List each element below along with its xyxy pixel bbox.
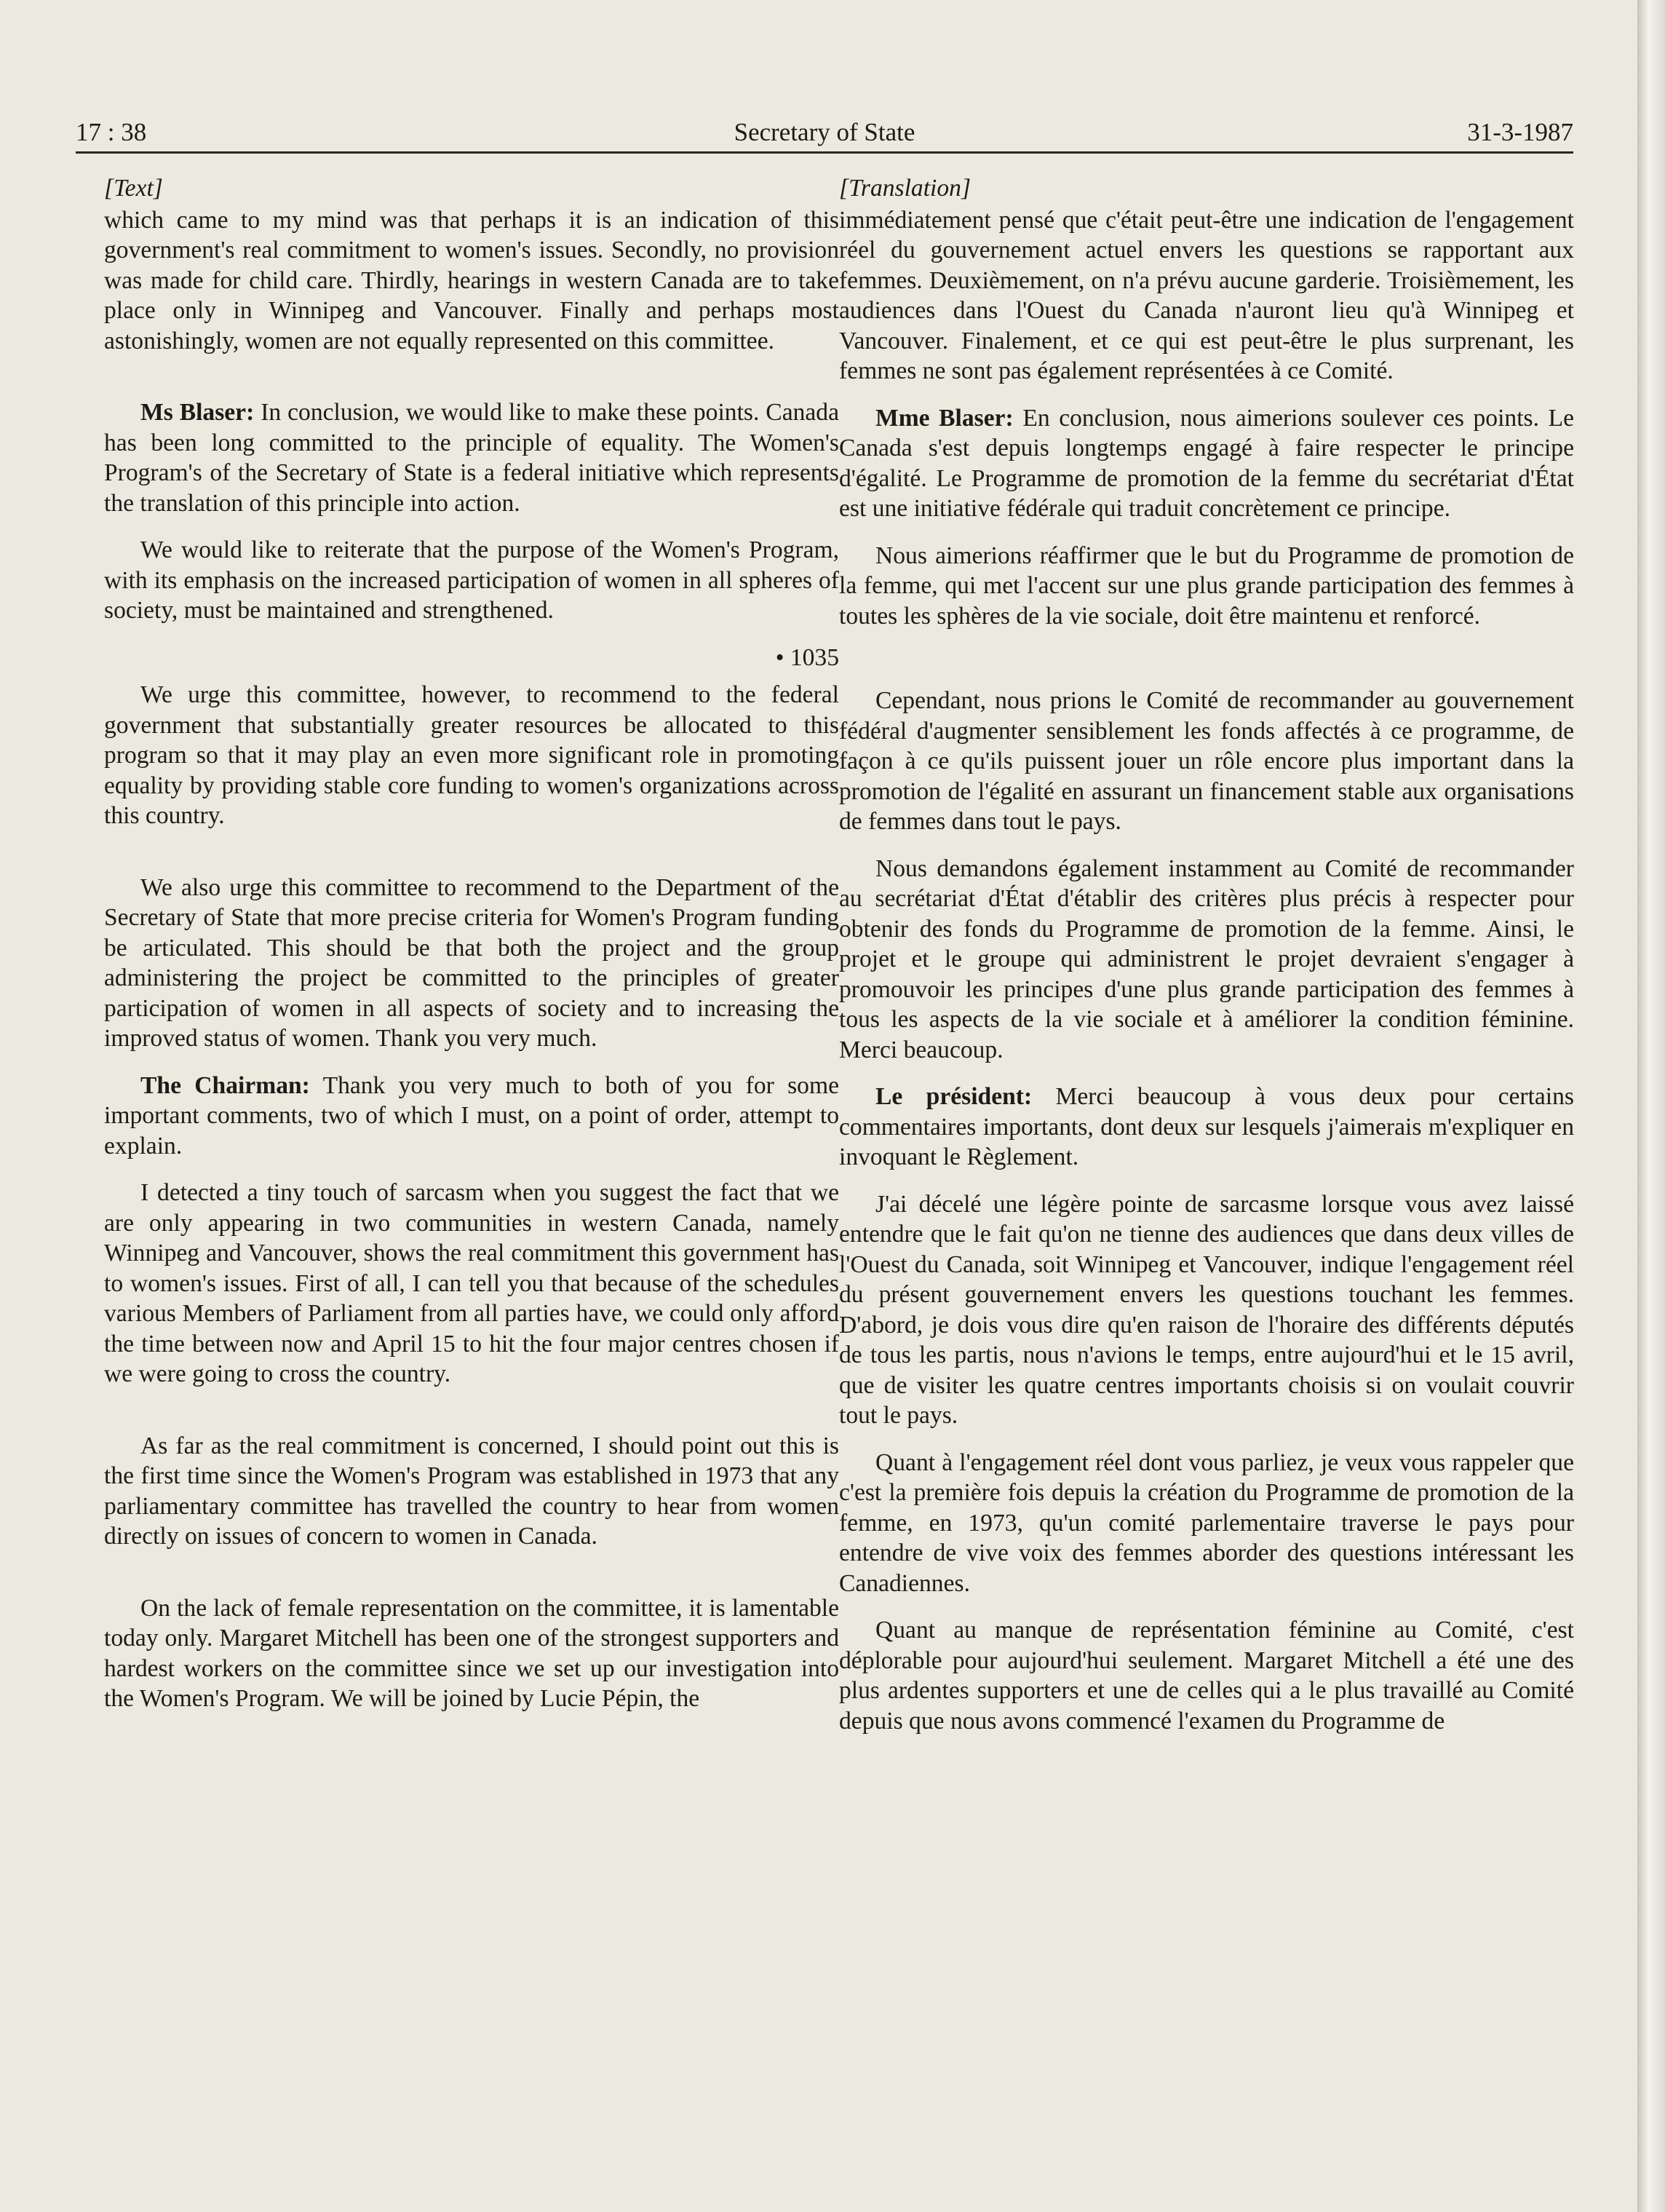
- page-date: 31-3-1987: [1467, 118, 1573, 146]
- paragraph: As far as the real commitment is concerned, I should point out this is the first time since the Women's Program was established in 1973 that any parliamentary committee has travelled the country to hear from women directly on issues of concern to women in Canada.: [104, 1432, 839, 1550]
- paragraph: We urge this committee, however, to recommend to the federal government that substantially greater resources be allocated to this program so that it may play an even more significant role in promoting equality by providing stable core funding to women's organizations across this country.: [104, 681, 839, 829]
- speaker-paragraph: [839, 403, 1574, 524]
- header-rule: [76, 151, 1573, 154]
- paragraph: Quant au manque de représentation féminine au Comité, c'est déplorable pour aujourd'hui seulement. Margaret Mitchell a été une des plus ardentes supporters et une de celles qui a le plus travaillé au Comité depuis que nous avons commencé l'examen du Programme de: [839, 1617, 1574, 1735]
- paragraph: On the lack of female representation on the committee, it is lamentable today only. Margaret Mitchell has been one of the strongest supporters and hardest workers on the committee since we set up our investigation into the Women's Program. We will be joined by Lucie Pépin, the: [104, 1594, 839, 1712]
- speaker-name: Le président:: [875, 1083, 1033, 1110]
- page-number: 17 : 38: [76, 118, 147, 146]
- speaker-paragraph: [104, 1071, 839, 1162]
- paragraph: immédiatement pensé que c'était peut-être une indication de l'engagement réel du gouvernement actuel envers les questions se rapportant aux femmes. Deuxièmement, on n'a prévu aucune garderie. Troisièmement, les audiences dans l'Ouest du Canada n'auront lieu qu'à Winnipeg et Vancouver. Finalement, et ce qui est peut-être le plus surprenant, les femmes ne sont pas également représentées à ce Comité.: [839, 206, 1574, 384]
- english-column: [104, 173, 839, 1731]
- paragraph: We also urge this committee to recommend to the Department of the Secretary of State that more precise criteria for Women's Program funding be articulated. This should be that both the project and the group administering the project be committed to the principles of greater participation of women in all aspects of society and to increasing the improved status of women. Thank you very much.: [104, 873, 839, 1052]
- speaker-name: Ms Blaser:: [140, 399, 255, 426]
- paragraph: I detected a tiny touch of sarcasm when you suggest the fact that we are only appearing in two communities in western Canada, namely Winnipeg and Vancouver, shows the real commitment this government has to women's issues. First of all, I can tell you that because of the schedules various Members of Parliament from all parties have, we could only afford the time between now and April 15 to hit the four major centres chosen if we were going to cross the country.: [104, 1179, 839, 1387]
- page-title: Secretary of State: [734, 118, 915, 146]
- paragraph: Cependant, nous prions le Comité de recommander au gouvernement fédéral d'augmenter sensiblement les fonds affectés à ce programme, de façon à ce qu'ils puissent jouer un rôle encore plus important dans la promotion de l'égalité en assurant un financement stable aux organisations de femmes dans tout le pays.: [839, 687, 1574, 835]
- spacer: [839, 648, 1574, 686]
- speaker-name: Mme Blaser:: [875, 404, 1014, 432]
- spacer: [104, 1569, 839, 1593]
- speaker-text: Merci beaucoup à vous deux pour certains commentaires importants, dont deux sur lesquels j'aimerais m'expliquer en invoquant le Règlement.: [839, 1083, 1574, 1170]
- column-label: [Text]: [104, 175, 163, 202]
- paragraph: Nous demandons également instamment au Comité de recommander au secrétariat d'État d'établir des critères plus précis à respecter pour obtenir des fonds du Programme de promotion de la femme. Ainsi, le projet et le groupe qui administrent le projet devraient s'engager à promouvoir les principes d'une plus grande participation des femmes à tous les aspects de la vie sociale et à améliorer la condition féminine. Merci beaucoup.: [839, 855, 1574, 1063]
- spacer: [104, 373, 839, 397]
- paragraph: Quant à l'engagement réel dont vous parliez, je veux vous rappeler que c'est la première fois depuis la création du Programme de promotion de la femme, en 1973, qu'un comité parlementaire traverse le pays pour entendre de vive voix des femmes aborder des questions intéressant les Canadiennes.: [839, 1448, 1574, 1597]
- page-header: [76, 109, 1573, 153]
- speaker-text: En conclusion, nous aimerions soulever ces points. Le Canada s'est depuis longtemps engagé à faire respecter le principe d'égalité. Le Programme de promotion de la femme du secrétariat d'État est une initiative fédérale qui traduit concrètement ce principe.: [839, 404, 1574, 522]
- paragraph: Nous aimerions réaffirmer que le but du Programme de promotion de la femme, qui met l'accent sur une plus grande participation des femmes à toutes les sphères de la vie sociale, doit être maintenu et renforcé.: [839, 542, 1574, 630]
- paragraph: We would like to reiterate that the purpose of the Women's Program, with its emphasis on the increased participation of women in all spheres of society, must be maintained and strengthened.: [104, 536, 839, 624]
- speaker-paragraph: [104, 397, 839, 518]
- paragraph: J'ai décelé une légère pointe de sarcasme lorsque vous avez laissé entendre que le fait qu'on ne tienne des audiences que dans deux villes de l'Ouest du Canada, soit Winnipeg et Vancouver, indique l'engagement réel du présent gouvernement envers les questions touchant les femmes. D'abord, je dois vous dire qu'en raison de l'horaire des différents députés de tous les partis, nous n'avions le temps, entre aujourd'hui et le 15 avril, que de visiter les quatre centres importants choisis si on voulait couvrir tout le pays.: [839, 1190, 1574, 1429]
- time-marker: • 1035: [775, 643, 839, 671]
- spacer: [104, 1406, 839, 1431]
- french-column: [839, 173, 1574, 1753]
- speaker-text: Thank you very much to both of you for some important comments, two of which I must, on a point of order, attempt to explain.: [104, 1071, 839, 1159]
- speaker-text: In conclusion, we would like to make these points. Canada has been long committed to the principle of equality. The Women's Program's of the Secretary of State is a federal initiative which represents the translation of this principle into action.: [104, 399, 839, 517]
- page-edge: [1637, 0, 1665, 2212]
- column-label: [Translation]: [839, 175, 971, 202]
- paragraph: which came to my mind was that perhaps it is an indication of this government's real commitment to women's issues. Secondly, no provision was made for child care. Thirdly, hearings in western Canada are to take place only in Winnipeg and Vancouver. Finally and perhaps most astonishingly, women are not equally represented on this committee.: [104, 206, 839, 354]
- speaker-paragraph: [839, 1082, 1574, 1173]
- spacer: [104, 848, 839, 873]
- speaker-name: The Chairman:: [140, 1071, 310, 1099]
